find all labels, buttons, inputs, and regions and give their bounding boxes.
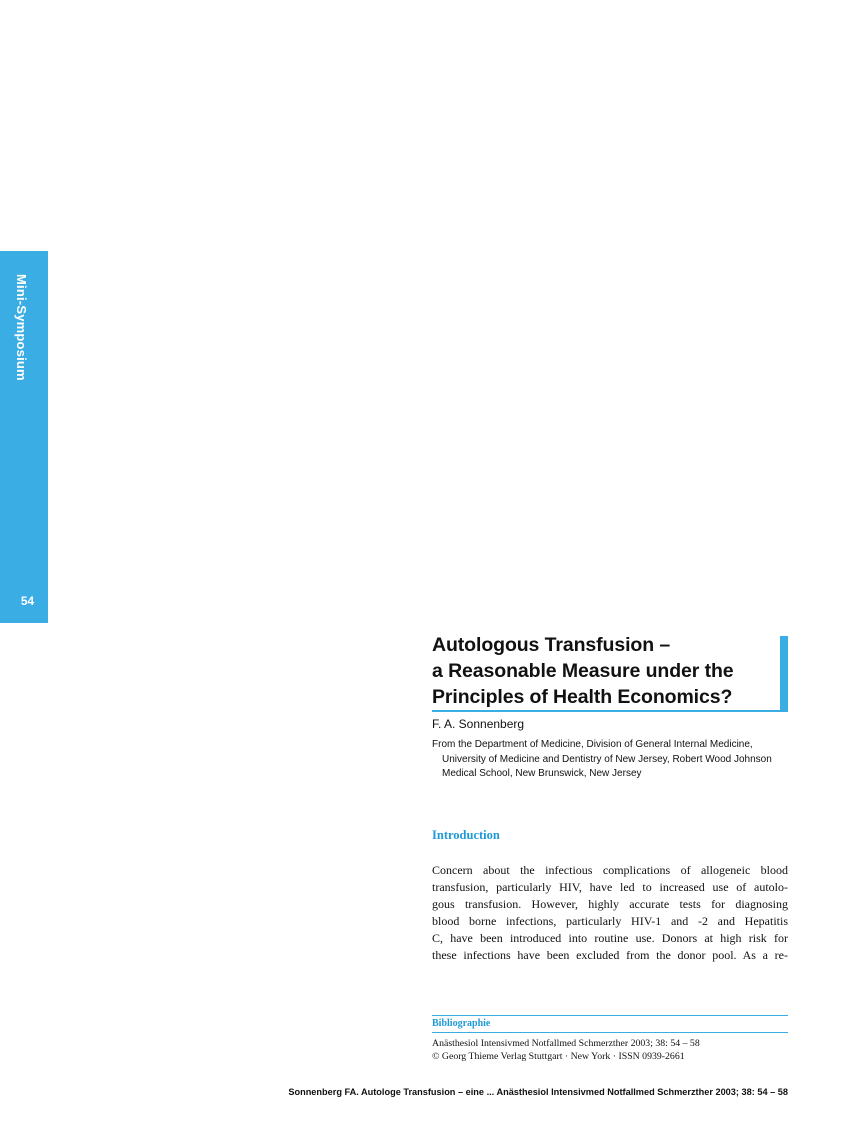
- article-title: [432, 632, 788, 710]
- bibliography-bar: [432, 1015, 788, 1033]
- introduction-body: [432, 862, 788, 964]
- affiliation-line-1: From the Department of Medicine, Division of General Internal Medicine,: [432, 739, 753, 750]
- bibliography-line-2: © Georg Thieme Verlag Stuttgart · New York · ISSN 0939-2661: [432, 1050, 685, 1062]
- title-accent-bar: [780, 636, 788, 712]
- title-line-3: Principles of Health Economics?: [432, 686, 733, 708]
- author: F. A. Sonnenberg: [432, 717, 525, 731]
- title-line-1: Autologous Transfusion –: [432, 634, 671, 656]
- title-line-2: a Reasonable Measure under the: [432, 660, 734, 682]
- body-line-1: Concern about the infectious complications of allogeneic blood: [432, 863, 788, 877]
- body-line-2: transfusion, particularly HIV, have led to increased use of autolo-: [432, 880, 788, 894]
- body-line-4: blood borne infections, particularly HIV-1 and -2 and Hepatitis: [432, 914, 788, 928]
- section-label: Mini-Symposium: [14, 274, 29, 381]
- affiliation: [432, 738, 792, 782]
- footer-citation: Sonnenberg FA. Autologe Transfusion – eine ... Anästhesiol Intensivmed Notfallmed Schmerzther 2003; 38: 54 – 58: [288, 1087, 788, 1097]
- body-line-5: C, have been introduced into routine use. Donors at high risk for: [432, 931, 788, 945]
- page-number: 54: [20, 594, 35, 608]
- title-block: [432, 632, 788, 712]
- bibliography-info: [432, 1038, 700, 1063]
- affiliation-line-2: University of Medicine and Dentistry of New Jersey, Robert Wood Johnson: [442, 753, 772, 765]
- body-line-6: these infections have been excluded from the donor pool. As a re-: [432, 948, 788, 962]
- affiliation-line-3: Medical School, New Brunswick, New Jersey: [442, 768, 642, 780]
- introduction-heading: Introduction: [432, 828, 500, 842]
- bibliography-heading: Bibliographie: [432, 1018, 491, 1029]
- bibliography-line-1: Anästhesiol Intensivmed Notfallmed Schmerzther 2003; 38: 54 – 58: [432, 1038, 700, 1049]
- body-line-3: gous transfusion. However, highly accurate tests for diagnosing: [432, 897, 788, 911]
